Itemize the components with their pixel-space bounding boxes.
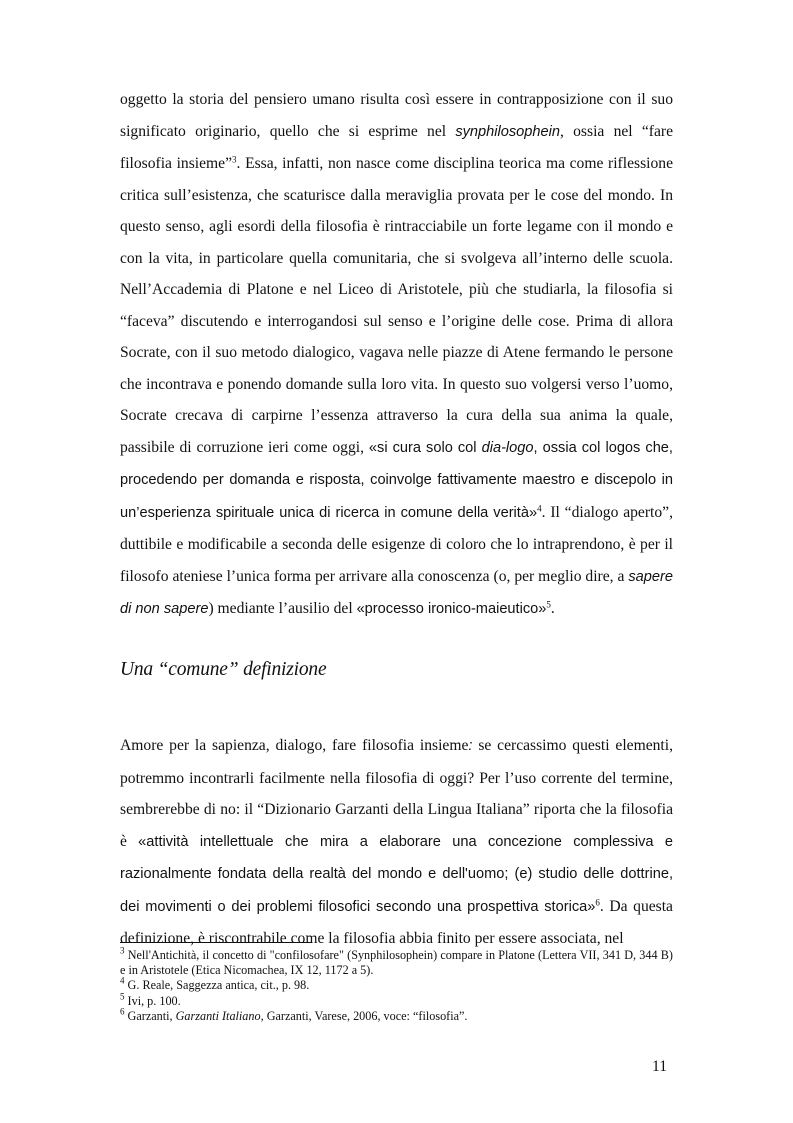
footnote-number: 5 xyxy=(120,991,125,1002)
page-number: 11 xyxy=(652,1058,668,1075)
footnote-text: Ivi, p. 100. xyxy=(124,993,181,1008)
body-paragraph-2 xyxy=(120,730,673,955)
footnote-text: Garzanti, xyxy=(124,1008,176,1023)
footnotes xyxy=(120,945,673,1024)
footnote-4 xyxy=(120,978,673,993)
footnote-number: 3 xyxy=(120,945,125,956)
section-heading: Una “comune” definizione xyxy=(120,659,327,680)
text-run: . Da questa definizione, è riscontrabile come la filosofia abbia finito per essere associata, nel xyxy=(120,897,673,947)
footnote-ref-4[interactable]: 4 xyxy=(537,503,542,514)
quote-run: «processo ironico-maieutico» xyxy=(356,601,547,617)
text-run: Amore per la sapienza, dialogo, fare filosofia insieme xyxy=(120,737,469,754)
footnote-ref-6[interactable]: 6 xyxy=(595,897,600,908)
footnote-number: 4 xyxy=(120,976,125,987)
footnote-5 xyxy=(120,991,673,1009)
footnote-ref-3[interactable]: 3 xyxy=(232,154,237,165)
quote-run: «si cura solo col xyxy=(368,439,482,456)
footnote-text: Nell'Antichità, il concetto di "confilosofare" (Synphilosophein) compare in Platone (Lettera VII, 341 D, 344 B) e in Aristotele (Etica Nicomachea, IX 12, 1172 a 5). xyxy=(120,948,673,978)
text-run: . xyxy=(550,600,555,617)
text-run: : xyxy=(468,738,473,754)
text-run: oggetto la storia del pensiero umano risulta così essere in contrapposizione con il suo significato originario, quello che si esprime nel xyxy=(120,91,673,140)
term-dia-logo: dia-logo xyxy=(481,439,534,456)
footnote-number: 6 xyxy=(120,1006,125,1017)
text-run: . Il “dialogo aperto”, duttibile e modificabile a seconda delle esigenze di coloro che lo intraprendono, è per il filosofo ateniese l’unica forma per arrivare alla conoscenza (o, per meglio dire, a xyxy=(120,503,673,585)
text-run: . Essa, infatti, non nasce come disciplina teorica ma come riflessione critica sull’esistenza, che scaturisce dalla meraviglia provata per le cose del mondo. In questo senso, agli esordi della filosofia è rintracciabile un forte legame con il mondo e con la vita, in particolare quella comunitaria, che si svolgeva all’interno delle scuola. Nell’Accademia di Platone e nel Liceo di Aristotele, più che studiarla, la filosofia si “faceva” discutendo e interrogandosi sul senso e l’origine delle cose. Prima di allora Socrate, con il suo metodo dialogico, vagava nelle piazze di Atene fermando le persone che incontrava e ponendo domande sulla loro vita. In questo suo volgersi verso l’uomo, Socrate crecava di carpirne l’essenza attraverso la cura della sua anima la quale, passibile di corruzione ieri come oggi, xyxy=(120,155,673,456)
footnote-3 xyxy=(120,945,673,978)
text-run: se cercassimo questi elementi, potremmo incontrarli facilmente nella filosofia di oggi? Per l’uso corrente del termine, sembrerebbe di no: il “Dizionario Garzanti della Lingua Italiana” riporta che la filosofia è xyxy=(120,737,673,850)
footnote-text: , Garzanti, Varese, 2006, voce: “filosofia”. xyxy=(260,1008,468,1023)
footnote-divider xyxy=(120,942,312,943)
body-paragraph-2-container xyxy=(120,730,673,955)
text-run: ) mediante l’ausilio del xyxy=(208,600,357,617)
body-paragraph-1-container xyxy=(120,84,673,626)
footnote-text: G. Reale, Saggezza antica, cit., p. 98. xyxy=(124,978,310,993)
quote-run: «attività intellettuale che mira a elaborare una concezione complessiva e razionalmente fondata della realtà del mondo e dell'uomo; (e) studio delle dottrine, dei movimenti o dei problemi filosofici secondo una prospettiva storica» xyxy=(120,833,673,915)
footnote-6 xyxy=(120,1006,673,1024)
quote-run: , ossia col logos che, procedendo per domanda e risposta, coinvolge fattivamente maestro e discepolo in un’esperienza spirituale unica di ricerca in comune della verità» xyxy=(120,439,673,521)
footnote-ref-5[interactable]: 5 xyxy=(546,599,551,610)
footnote-title: Garzanti Italiano xyxy=(175,1008,261,1023)
term-sapere-di-non-sapere: sapere di non sapere xyxy=(120,568,673,617)
term-synphilosophein: synphilosophein xyxy=(455,123,560,140)
body-paragraph-1 xyxy=(120,84,673,626)
text-run: , ossia nel “fare filosofia insieme” xyxy=(120,122,674,172)
